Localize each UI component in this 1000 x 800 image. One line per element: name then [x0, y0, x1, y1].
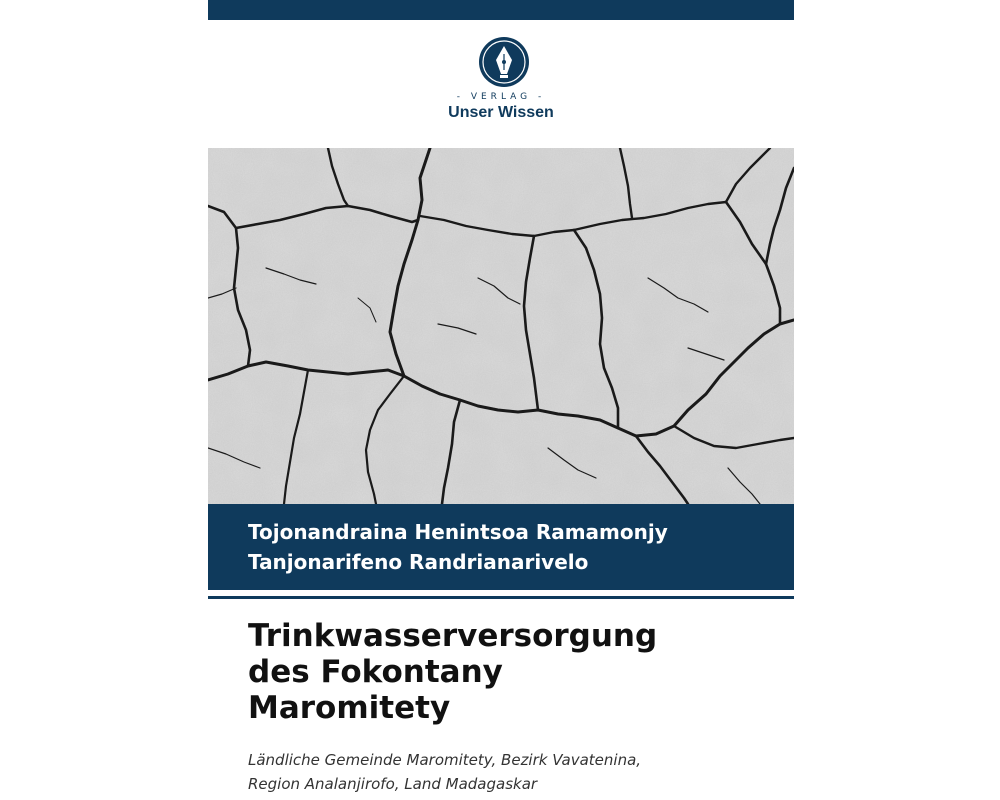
cracked-ground-photo — [208, 148, 794, 504]
title-line: des Fokontany — [248, 654, 503, 690]
publisher-imprint-label: - VERLAG - — [456, 92, 546, 102]
publisher-logo — [208, 36, 794, 132]
title-line: Maromitety — [248, 690, 451, 726]
book-subtitle — [248, 748, 788, 796]
author-name: Tanjonarifeno Randrianarivelo — [248, 550, 589, 574]
author-name: Tojonandraina Henintsoa Ramamonjy — [248, 520, 668, 544]
book-title — [248, 618, 788, 726]
author-band — [208, 504, 794, 590]
title-line: Trinkwasserversorgung — [248, 618, 658, 654]
top-accent-bar — [208, 0, 794, 20]
book-cover — [208, 0, 794, 800]
subtitle-line: Region Analanjirofo, Land Madagaskar — [248, 775, 538, 793]
fountain-pen-nib-icon — [478, 36, 530, 88]
subtitle-line: Ländliche Gemeinde Maromitety, Bezirk Vavatenina, — [248, 751, 642, 769]
publisher-name: Unser Wissen — [448, 104, 554, 121]
divider-rule — [208, 596, 794, 599]
